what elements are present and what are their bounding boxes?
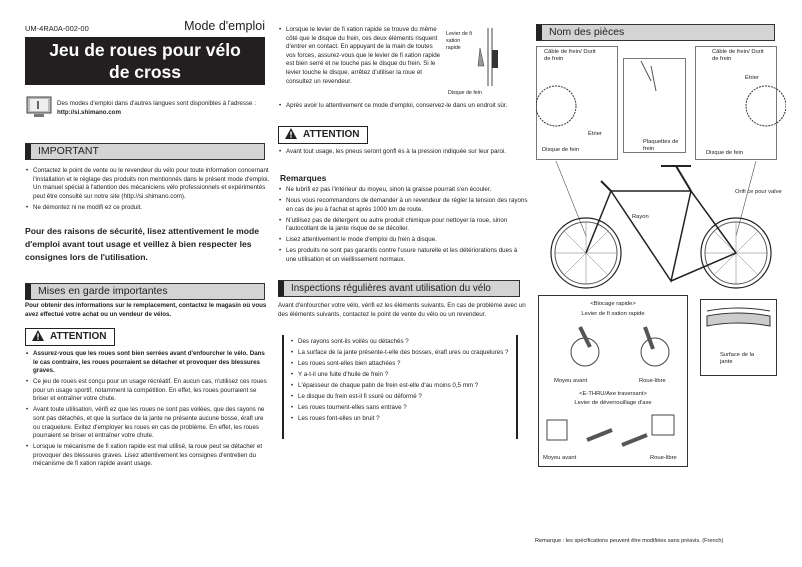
label-disc-right: Disque de fein: [706, 150, 744, 156]
checklist-box: [282, 335, 518, 439]
rim-illustration: [702, 303, 775, 333]
checklist-item: • Des rayons sont-ils voilés ou détachés ?: [290, 338, 510, 347]
checklist-item: • Les roues tournent-elles sans entrave ?: [290, 404, 510, 413]
label-ethru-lever: Levier de déverrouillage d'axe: [574, 400, 652, 406]
label-valve: Orifi ce pour valve: [735, 189, 782, 195]
keep-list: [278, 102, 523, 113]
checklist-item: • Les roues font-elles un bruit ?: [290, 415, 510, 424]
footer-note: Remarque : les spécifications peuvent être modifiées sans préavis. (French): [535, 538, 724, 544]
label-pads: Plaquettes de frein: [643, 139, 679, 152]
label-ethru-title: <E-THRU/Axe traversant>: [579, 391, 647, 397]
label-cable-right: Câble de frein/ Durit de frein: [712, 49, 764, 62]
warning-triangle-icon: [32, 330, 44, 341]
label-caliper-right: Étrier: [745, 75, 759, 81]
title-banner: [25, 37, 265, 85]
list-item: • Nous vous recommandons de demander à un revendeur de régler la tension des rayons en cas de jeu à l'achat et après 1000 km de route.: [278, 197, 528, 214]
warnings-list: [25, 350, 270, 471]
remarks-heading: Remarques: [280, 173, 327, 183]
computer-monitor-icon: [26, 96, 52, 118]
warnings-intro: Pour obtenir des informations sur le remplacement, contactez le magasin où vous avez effectué votre achat ou un vendeur de vélos.: [25, 302, 267, 318]
checklist-item: • L'épaisseur de chaque patin de frein est-elle d'au moins 0,5 mm ?: [290, 382, 510, 391]
parts-heading: Nom des pièces: [536, 24, 775, 41]
list-item: • Ne lubrifi ez pas l'intérieur du moyeu, sinon la graisse pourrait s'en écouler.: [278, 186, 528, 195]
label-freehub-2: Roue-libre: [650, 455, 677, 461]
attention-box-left: ATTENTION: [25, 328, 115, 346]
list-item: • Avant toute utilisation, vérifi ez que les roues ne sont pas voilées, que des rayons ne sont pas détachés, et que la surface de la jante ne présente aucune bosse, érafl ure ou craquelure. Evitez d'employer les roues en cas de problème. En effet, les roues pourraient se briser et entraîner votre chute.: [25, 406, 270, 440]
label-qr-lever: Levier de fi xation rapide: [581, 311, 645, 317]
list-item: • Contactez le point de vente ou le revendeur du vélo pour toute information concernant l'installation et le réglage des produits non mentionnés dans le présent mode d'emploi. Un manuel spécial à l'attention des mécaniciens vélo professionnels et expérimentés peut être consulté sur notre site (http://si.shimano.com).: [25, 167, 270, 201]
list-item: • Les produits ne sont pas garantis contre l'usure naturelle et les détériorations dues à une utilisation et un vieillissement normaux.: [278, 247, 528, 264]
label-front-hub-2: Moyeu avant: [543, 455, 577, 461]
list-item: • Ce jeu de roues est conçu pour un usage récréatif. En aucun cas, n'utilisez ces roues pour un usage sportif, notamment la compétition. En effet, les roues pourraient se briser et entraîner votre chute.: [25, 378, 270, 404]
label-caliper-left: Étrier: [588, 131, 602, 137]
inspections-intro: Avant d'enfourcher votre vélo, vérifi ez les éléments suivants. En cas de problème avec un des éléments suivants, contactez le point de vente du vélo ou un revendeur.: [278, 302, 526, 318]
warnings-heading: Mises en garde importantes: [25, 283, 265, 300]
lever-disc-figure: [470, 28, 510, 88]
disc-fig-label: Disque de fein: [448, 90, 482, 96]
checklist-item: • Les roues sont-elles bien attachées ?: [290, 360, 510, 369]
lever-list: [278, 26, 443, 89]
list-item: • Assurez-vous que les roues sont bien serrées avant d'enfourcher le vélo. Dans le cas contraire, les roues pourraient se détacher et provoquer des blessures graves.: [25, 350, 270, 376]
list-item: • Ne démontez ni ne modifi ez ce produit.: [25, 204, 270, 213]
label-qr-title: <Blocage rapide>: [590, 301, 636, 307]
checklist-item: • La surface de la jante présente-t-elle des bosses, érafl ures ou craquelures ?: [290, 349, 510, 358]
warning-triangle-icon: [285, 128, 297, 139]
label-rim: Surface de la jante: [720, 352, 755, 365]
list-item: • Après avoir lu attentivement ce mode d'emploi, conservez-le dans un endroit sûr.: [278, 102, 523, 111]
attention-list-middle: [278, 148, 523, 159]
label-front-hub-1: Moyeu avant: [554, 378, 588, 384]
safety-statement: Pour des raisons de sécurité, lisez attentivement le mode d'emploi avant tout usage et veillez à bien respecter les consignes lors de l'utilisation.: [25, 226, 260, 262]
list-item: • Lorsque le mécanisme de fi xation rapide est mal utilisé, la roue peut se détacher et provoquer des blessures graves. Lisez attentivement les consignes d'entretien du mécanisme de fi xation rapide avant usage.: [25, 443, 270, 469]
checklist: [284, 335, 516, 429]
label-disc-left: Disque de fein: [542, 147, 580, 153]
list-item: • Avant tout usage, les pneus seront gonfl és à la pression indiquée sur leur paroi.: [278, 148, 523, 157]
list-item: • Lisez attentivement le mode d'emploi du frein à disque.: [278, 236, 528, 245]
doc-code: UM-4RA0A-002-00: [25, 24, 89, 33]
languages-url[interactable]: http://si.shimano.com: [57, 108, 121, 116]
attention-box-middle: ATTENTION: [278, 126, 368, 144]
languages-note: Des modes d'emploi dans d'autres langues sont disponibles à l'adresse : http://si.shimano.com: [57, 100, 256, 116]
ethru-illustration: [542, 410, 684, 452]
important-heading: IMPORTANT: [25, 143, 265, 160]
label-cable-left: Câble de frein/ Durit de frein: [544, 49, 596, 62]
doc-type: Mode d'emploi: [184, 19, 265, 33]
title-line-2: de cross: [109, 62, 181, 82]
list-item: • Lorsque le levier de fi xation rapide se trouve du même côté que le disque du frein, ces deux éléments risquent d'entrer en contact. En appuyant de la main de toutes vos forces, assurez-vous que le levier de fi xation rapide est bien serré et ne touche pas le disque du frein. Si le levier touche le disque, arrêtez d'utiliser la roue et consultez un revendeur.: [278, 26, 443, 86]
checklist-item: • Y a-t-il une fuite d'huile de frein ?: [290, 371, 510, 380]
list-item: • N'utilisez pas de détergent ou autre produit chimique pour nettoyer la roue, sinon l'autocollant de la jante risque de se décoller.: [278, 217, 528, 234]
lever-fig-label: Levier de fi xation rapide: [446, 31, 472, 51]
remarks-list: [278, 186, 528, 267]
label-spoke: Rayon: [632, 214, 649, 220]
checklist-item: • Le disque du frein est-il fi ssuré ou déformé ?: [290, 393, 510, 402]
important-list: [25, 167, 270, 215]
label-freehub-1: Roue-libre: [639, 378, 666, 384]
quick-release-illustration: [560, 322, 680, 372]
title-line-1: Jeu de roues pour vélo: [49, 40, 241, 60]
inspections-heading: Inspections régulières avant utilisation du vélo: [278, 280, 520, 297]
bicycle-illustration: [536, 46, 786, 296]
